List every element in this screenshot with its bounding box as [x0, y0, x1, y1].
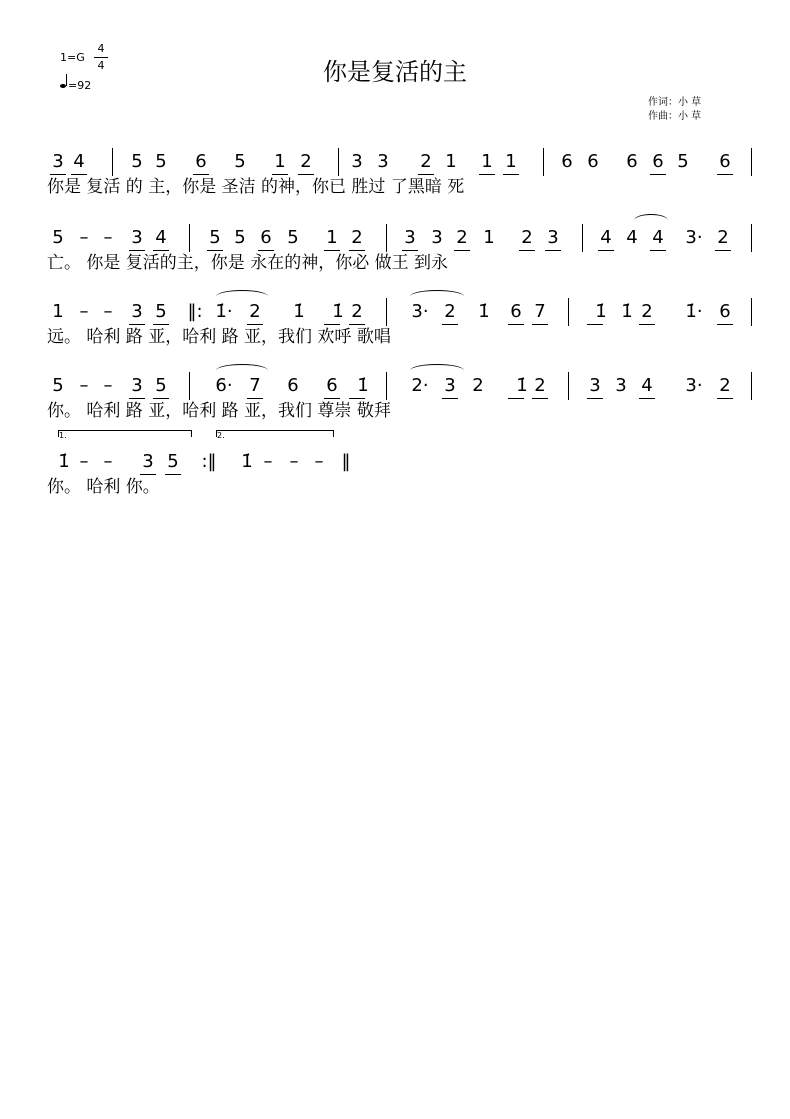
credits [648, 96, 701, 124]
note: 2 [444, 301, 456, 322]
tempo-value: =92 [68, 79, 92, 92]
note: 2 [249, 301, 261, 322]
note: 3 [142, 451, 154, 472]
lyrics-line: 你是 复活 的 主，你是 圣洁 的神，你已 胜过 了黑暗 死 [47, 177, 465, 197]
barline [112, 148, 113, 176]
barline [338, 148, 339, 176]
underline-mark [717, 174, 733, 175]
song-title: 你是复活的主 [323, 58, 467, 86]
underline-mark [129, 250, 145, 251]
barline [751, 298, 752, 326]
underline-mark [129, 398, 145, 399]
underline-mark [50, 174, 66, 175]
underline-mark [532, 398, 548, 399]
repeat-barline: ‖: [187, 301, 203, 322]
underline-mark [258, 250, 274, 251]
note: 3 [377, 151, 389, 172]
note: 6 [587, 151, 599, 172]
barline [751, 224, 752, 252]
note: 1̇ [621, 301, 633, 322]
underline-mark [442, 398, 458, 399]
note: 3 [615, 375, 627, 396]
note: 5 [155, 301, 167, 322]
note: 2 [717, 227, 729, 248]
note: 5 [131, 151, 143, 172]
barline [189, 224, 190, 252]
note: 5 [52, 227, 64, 248]
note: 4 [600, 227, 612, 248]
underline-mark [639, 398, 655, 399]
repeat-barline: :‖ [201, 451, 217, 472]
underline-mark [247, 398, 263, 399]
barline [568, 372, 569, 400]
underline-mark [272, 174, 288, 175]
note: 1 [445, 151, 457, 172]
note: 4 [652, 227, 664, 248]
dash-mark: – [314, 451, 324, 472]
note: 2 [719, 375, 731, 396]
lyrics-line: 你。 哈利 你。 [47, 477, 160, 497]
note: 6· [215, 375, 233, 396]
note: 6 [260, 227, 272, 248]
key-signature: 1=G [60, 51, 85, 64]
note: 5 [52, 375, 64, 396]
note: 1̇ [293, 301, 305, 322]
note: 6 [719, 301, 731, 322]
underline-mark [508, 398, 524, 399]
score-system-3 [0, 296, 790, 356]
underline-mark [153, 250, 169, 251]
underline-mark [545, 250, 561, 251]
underline-mark [71, 174, 87, 175]
barline [751, 148, 752, 176]
underline-mark [519, 250, 535, 251]
note: 3 [131, 301, 143, 322]
repeat-barline: ‖ [341, 451, 351, 472]
note: 7 [249, 375, 261, 396]
underline-mark [349, 398, 365, 399]
note: 7 [534, 301, 546, 322]
underline-mark [402, 250, 418, 251]
underline-mark [508, 324, 524, 325]
note: 1̇ [595, 301, 607, 322]
lyrics-line: 远。 哈利 路 亚，哈利 路 亚，我们 欢呼 歌唱 [47, 327, 391, 347]
barline [582, 224, 583, 252]
note: 3· [685, 227, 703, 248]
underline-mark [639, 324, 655, 325]
underline-mark [324, 324, 340, 325]
dash-mark: – [103, 375, 113, 396]
note: 2 [420, 151, 432, 172]
note: 5 [167, 451, 179, 472]
note: 6 [561, 151, 573, 172]
note: 5 [677, 151, 689, 172]
note: 2· [411, 375, 429, 396]
note: 4 [73, 151, 85, 172]
note: 1 [505, 151, 517, 172]
tempo-mark [60, 79, 91, 92]
dash-mark: – [103, 227, 113, 248]
note: 1 [52, 301, 64, 322]
underline-mark [503, 174, 519, 175]
note: 1 [326, 227, 338, 248]
score-system-1 [0, 146, 790, 206]
volta-1 [58, 430, 192, 440]
note: 1̇· [685, 301, 703, 322]
dash-mark: – [103, 451, 113, 472]
underline-mark [247, 324, 263, 325]
barline [543, 148, 544, 176]
underline-mark [418, 174, 434, 175]
dash-mark: – [79, 301, 89, 322]
dash-mark: – [79, 227, 89, 248]
note: 1̇ [332, 301, 344, 322]
note: 3 [547, 227, 559, 248]
note: 3 [52, 151, 64, 172]
note: 3 [351, 151, 363, 172]
time-signature-top: 4 [97, 42, 105, 55]
note: 1 [274, 151, 286, 172]
note: 2 [456, 227, 468, 248]
underline-mark [349, 250, 365, 251]
note: 1̇ [478, 301, 490, 322]
dash-mark: – [263, 451, 273, 472]
dash-mark: – [103, 301, 113, 322]
underline-mark [532, 324, 548, 325]
note: 5 [209, 227, 221, 248]
score-system-2 [0, 222, 790, 282]
barline [386, 372, 387, 400]
barline [386, 224, 387, 252]
lyrics-line: 你。 哈利 路 亚，哈利 路 亚，我们 尊崇 敬拜 [47, 401, 391, 421]
underline-mark [324, 398, 340, 399]
time-signature [94, 42, 108, 73]
note: 3 [404, 227, 416, 248]
note: 5 [234, 151, 246, 172]
note: 2 [521, 227, 533, 248]
lyrics-line: 亡。 你是 复活的主，你是 永在的神，你必 做王 到永 [47, 253, 449, 273]
note: 1̇· [215, 301, 233, 322]
note: 6 [652, 151, 664, 172]
note: 6 [510, 301, 522, 322]
quarter-note-icon [60, 84, 66, 88]
note: 1̇ [58, 451, 70, 472]
underline-mark [129, 324, 145, 325]
underline-mark [650, 250, 666, 251]
barline [386, 298, 387, 326]
note: 3· [685, 375, 703, 396]
barline [568, 298, 569, 326]
underline-mark [193, 174, 209, 175]
volta-2-label: 2. [217, 431, 225, 440]
underline-mark [717, 398, 733, 399]
note: 3 [431, 227, 443, 248]
note: 5 [234, 227, 246, 248]
dash-mark: – [79, 375, 89, 396]
note: 6 [626, 151, 638, 172]
note: 2 [300, 151, 312, 172]
note: 3· [411, 301, 429, 322]
note: 6 [195, 151, 207, 172]
note: 1̇ [516, 375, 528, 396]
underline-mark [454, 250, 470, 251]
note: 3 [444, 375, 456, 396]
volta-1-label: 1. [59, 431, 67, 440]
underline-mark [140, 474, 156, 475]
note: 3 [131, 375, 143, 396]
underline-mark [324, 250, 340, 251]
note: 1 [481, 151, 493, 172]
note: 2 [534, 375, 546, 396]
note: 2 [351, 301, 363, 322]
underline-mark [153, 324, 169, 325]
note: 1̇ [357, 375, 369, 396]
underline-mark [587, 324, 603, 325]
note: 4 [641, 375, 653, 396]
underline-mark [165, 474, 181, 475]
barline [751, 372, 752, 400]
note: 3 [589, 375, 601, 396]
note: 4 [626, 227, 638, 248]
score-system-4 [0, 370, 790, 430]
score-system-5 [0, 431, 790, 506]
underline-mark [587, 398, 603, 399]
underline-mark [207, 250, 223, 251]
underline-mark [153, 398, 169, 399]
note: 6 [287, 375, 299, 396]
note: 1 [483, 227, 495, 248]
lyricist: 作词：小 草 [648, 97, 702, 108]
note: 2 [351, 227, 363, 248]
underline-mark [442, 324, 458, 325]
note: 3 [131, 227, 143, 248]
composer: 作曲：小 草 [648, 111, 702, 122]
dash-mark: – [289, 451, 299, 472]
barline [189, 372, 190, 400]
underline-mark [715, 250, 731, 251]
time-signature-bottom: 4 [97, 59, 105, 72]
note: 2 [472, 375, 484, 396]
note: 6 [326, 375, 338, 396]
underline-mark [598, 250, 614, 251]
underline-mark [349, 324, 365, 325]
note: 5 [155, 375, 167, 396]
underline-mark [650, 174, 666, 175]
underline-mark [298, 174, 314, 175]
volta-2 [216, 430, 334, 440]
note: 2 [641, 301, 653, 322]
underline-mark [479, 174, 495, 175]
note: 5 [287, 227, 299, 248]
note: 4 [155, 227, 167, 248]
note: 5 [155, 151, 167, 172]
dash-mark: – [79, 451, 89, 472]
underline-mark [717, 324, 733, 325]
note: 1̇ [241, 451, 253, 472]
note: 6 [719, 151, 731, 172]
